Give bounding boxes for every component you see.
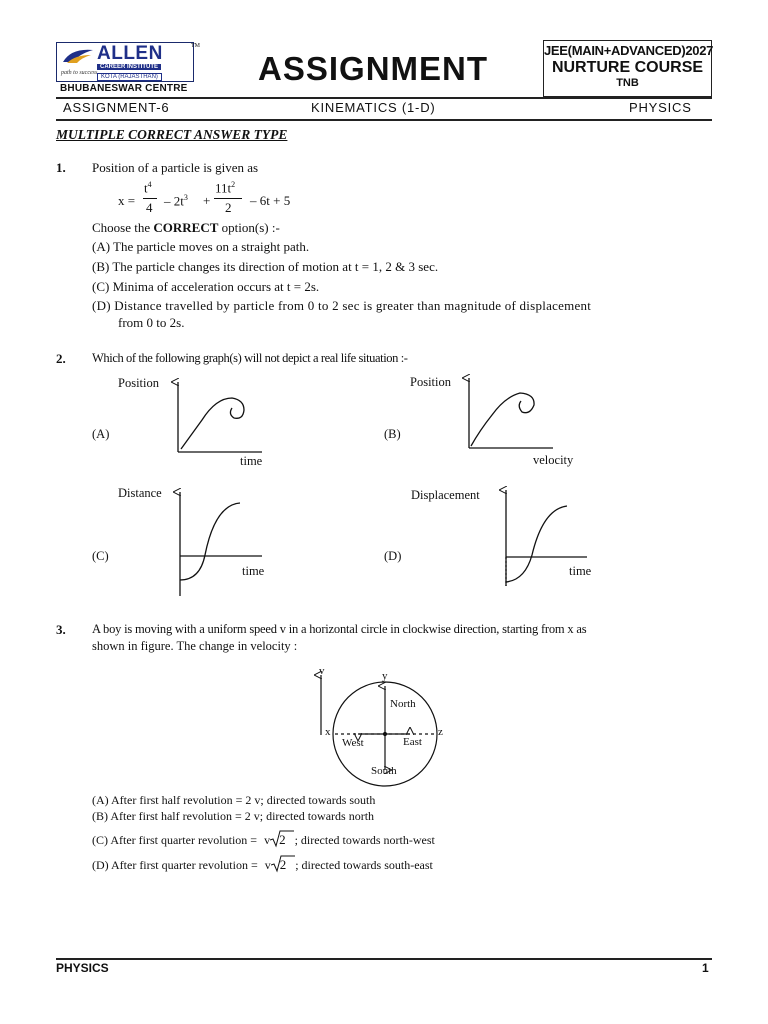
fig-label-x: x bbox=[325, 726, 331, 738]
graph-c-curve bbox=[180, 503, 240, 580]
option-c[interactable]: (C) Minima of acceleration occurs at t = 2s. bbox=[92, 279, 320, 294]
q3-option-c-v: v bbox=[264, 833, 271, 847]
eq-term3-num: $11t^2$ bbox=[215, 180, 236, 196]
question-stem: Position of a particle is given as bbox=[92, 160, 259, 175]
graph-a-xlabel: time bbox=[240, 454, 263, 468]
subject: PHYSICS bbox=[629, 100, 692, 115]
choose-line: Choose the CORRECT option(s) :- bbox=[92, 220, 280, 235]
graph-d-label[interactable]: (D) bbox=[384, 549, 402, 563]
fig-label-south: South bbox=[371, 765, 397, 777]
eq-plus: + bbox=[203, 193, 211, 208]
fig-label-east: East bbox=[403, 736, 422, 748]
footer-subject: PHYSICS bbox=[56, 961, 109, 975]
logo-subtitle: CAREER INSTITUTE bbox=[97, 64, 161, 70]
assignment-number: ASSIGNMENT-6 bbox=[63, 100, 170, 115]
q3-option-d-direction: ; directed towards south-east bbox=[295, 858, 433, 872]
q3-option-d-v: v bbox=[264, 858, 271, 872]
question-stem: A boy is moving with a uniform speed v in a horizontal circle in clockwise direction, starting from x as bbox=[92, 622, 587, 636]
option-b[interactable]: (B) The particle changes its direction of motion at t = 1, 2 & 3 sec. bbox=[92, 259, 439, 274]
fig-label-z: z bbox=[438, 726, 443, 738]
eq-term1-num: $t^4$ bbox=[144, 180, 152, 196]
q3-option-c-direction: ; directed towards north-west bbox=[294, 833, 435, 847]
question-stem: Which of the following graph(s) will not depict a real life situation :- bbox=[92, 351, 408, 365]
option-d[interactable]: (D) Distance travelled by particle from 0 to 2 sec is greater than magnitude of displacement bbox=[92, 298, 592, 313]
course-line3: TNB bbox=[616, 77, 639, 89]
q3-option-c[interactable] bbox=[92, 832, 435, 848]
fig-label-v: v bbox=[319, 665, 325, 677]
fig-label-west: West bbox=[342, 737, 364, 749]
q3-option-d[interactable] bbox=[92, 857, 433, 873]
question-number: 2. bbox=[56, 351, 66, 366]
graph-a-curve bbox=[181, 398, 244, 449]
graph-c-label[interactable]: (C) bbox=[92, 549, 109, 563]
logo-city: KOTA (RAJASTHAN) bbox=[97, 73, 162, 81]
center-dot bbox=[384, 733, 387, 736]
graph-d-ylabel: Displacement bbox=[411, 488, 480, 502]
topic: KINEMATICS (1-D) bbox=[311, 100, 436, 115]
graph-b-ylabel: Position bbox=[410, 375, 451, 389]
graph-b-xlabel: velocity bbox=[533, 453, 574, 467]
graph-a bbox=[178, 382, 262, 452]
sqrt-symbol: 2 bbox=[271, 857, 287, 873]
graph-d-xlabel: time bbox=[569, 564, 592, 578]
sqrt-symbol: 2 bbox=[270, 832, 286, 848]
q3-option-d-text: (D) After first quarter revolution = bbox=[92, 858, 258, 872]
logo-trademark: TM bbox=[191, 43, 200, 49]
fig-label-north: North bbox=[390, 698, 416, 710]
graph-a-label[interactable]: (A) bbox=[92, 427, 110, 441]
graph-b-curve bbox=[471, 393, 534, 446]
graph-d-curve bbox=[506, 506, 567, 582]
option-d-cont: from 0 to 2s. bbox=[118, 315, 185, 330]
graph-c-xlabel: time bbox=[242, 564, 265, 578]
course-line2: NURTURE COURSE bbox=[551, 59, 704, 76]
page-number: 1 bbox=[702, 961, 709, 975]
option-a[interactable]: (A) The particle moves on a straight path. bbox=[92, 239, 310, 254]
q3-option-c-text: (C) After first quarter revolution = bbox=[92, 833, 258, 847]
eq-lhs: x = bbox=[118, 193, 136, 208]
graph-c bbox=[180, 492, 265, 596]
eq-term2: – $2t^3$ bbox=[164, 193, 188, 209]
logo-tagline: path to success bbox=[61, 70, 98, 76]
section-title: MULTIPLE CORRECT ANSWER TYPE bbox=[56, 127, 288, 142]
graph-b-label[interactable]: (B) bbox=[384, 427, 401, 441]
footer-divider bbox=[56, 958, 712, 960]
graph-b bbox=[469, 378, 553, 448]
logo-brand: ALLEN bbox=[97, 43, 163, 64]
q3-option-b[interactable]: (B) After first half revolution = 2 v; directed towards north bbox=[92, 809, 375, 823]
graph-d bbox=[506, 490, 587, 586]
question-number: 3. bbox=[56, 622, 66, 637]
graph-a-ylabel: Position bbox=[118, 376, 159, 390]
page-title: ASSIGNMENT bbox=[258, 50, 489, 87]
question-number: 1. bbox=[56, 160, 66, 175]
course-line1: JEE(MAIN+ADVANCED)2027 bbox=[544, 43, 714, 58]
eq-tail: – 6t + 5 bbox=[250, 193, 291, 208]
eq-term3-den: 2 bbox=[225, 200, 232, 215]
centre-name: BHUBANESWAR CENTRE bbox=[60, 83, 188, 94]
q3-option-a[interactable]: (A) After first half revolution = 2 v; directed towards south bbox=[92, 793, 376, 807]
fig-label-y: y bbox=[382, 670, 388, 682]
question-stem-cont: shown in figure. The change in velocity : bbox=[92, 639, 298, 653]
graph-c-ylabel: Distance bbox=[118, 486, 162, 500]
eq-term1-den: 4 bbox=[146, 200, 153, 215]
